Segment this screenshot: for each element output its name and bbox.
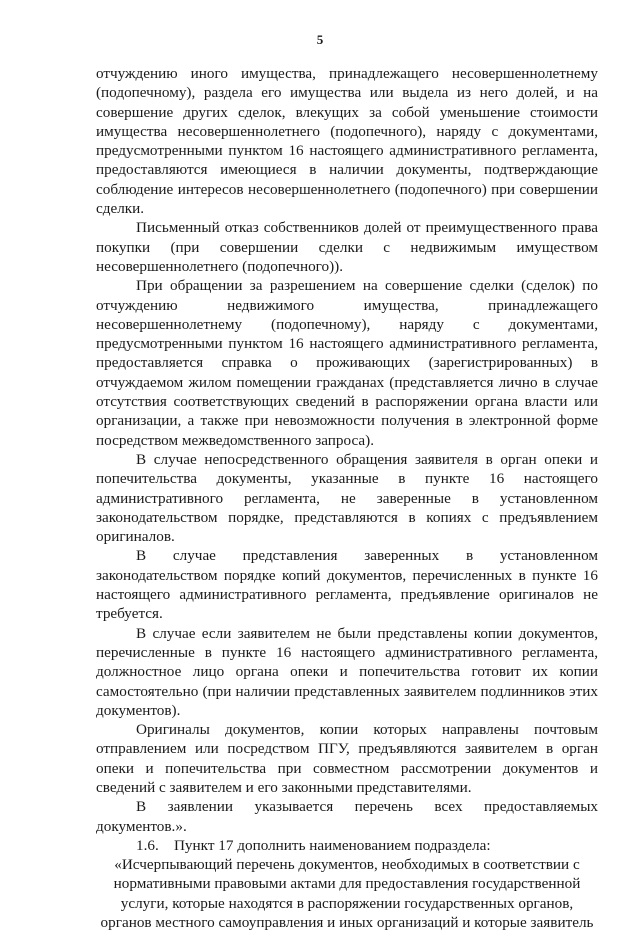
list-item: 1.6. Пункт 17 дополнить наименованием подраздела: — [136, 836, 491, 854]
paragraph: отчуждению иного имущества, принадлежащего несовершеннолетнему (подопечному), раздела его имущества или выдела из него долей, и на совершение других сделок, влекущих за собой уменьшение стоимости имущества несовершеннолетнего (подопечного), наряду с документами, предусмотренными пунктом 16 настоящего административного регламента, предоставляются имеющиеся в наличии документы, подтверждающие соблюдение интересов несовершеннолетнего (подопечного) при совершении сделки. — [96, 65, 598, 218]
paragraph: Оригиналы документов, копии которых направлены почтовым отправлением или посредством ПГУ, предъявляются заявителем в орган опеки и попечительства при совместном рассмотрении документов и сведений с заявителем и его законными представителями. — [96, 721, 598, 796]
paragraph: В случае непосредственного обращения заявителя в орган опеки и попечительства документы, указанные в пункте 16 настоящего административного регламента, не заверенные в установленном законодательством порядке, представляются в копиях с предъявлением оригиналов. — [96, 450, 598, 546]
paragraph: В случае если заявителем не были представлены копии документов, перечисленные в пункте 16 настоящего административного регламента, должностное лицо органа опеки и попечительства готовит их копии самостоятельно (при наличии представленных заявителем подлинников этих документов). — [96, 624, 598, 719]
body-text — [96, 64, 598, 932]
page-number: 5 — [316, 32, 324, 47]
paragraph: В случае представления заверенных в установленном законодательством порядке копий документов, перечисленных в пункте 16 настоящего административного регламента, предъявление оригиналов не требуется. — [96, 547, 598, 623]
paragraph: Письменный отказ собственников долей от преимущественного права покупки (при совершении сделки с недвижимым имуществом несовершеннолетнего (подопечного)). — [96, 219, 598, 275]
paragraph: В заявлении указывается перечень всех предоставляемых документов.». — [96, 798, 598, 835]
section-heading: «Исчерпывающий перечень документов, необходимых в соответствии с нормативными правовыми актами для предоставления государственной услуги, которые находятся в распоряжении государственных органов, органов местного самоуправления и иных организаций и которые заявитель — [100, 856, 594, 932]
paragraph: При обращении за разрешением на совершение сделки (сделок) по отчуждению недвижимого имущества, принадлежащего несовершеннолетнему (подопечному), наряду с документами, предусмотренными пунктом 16 настоящего административного регламента, предоставляется справка о проживающих (зарегистрированных) в отчуждаемом жилом помещении гражданах (представляется лично в случае отсутствия соответствующих сведений в распоряжении органа власти или организации, а также при невозможности получения в электронной форме посредством межведомственного запроса). — [96, 277, 598, 449]
